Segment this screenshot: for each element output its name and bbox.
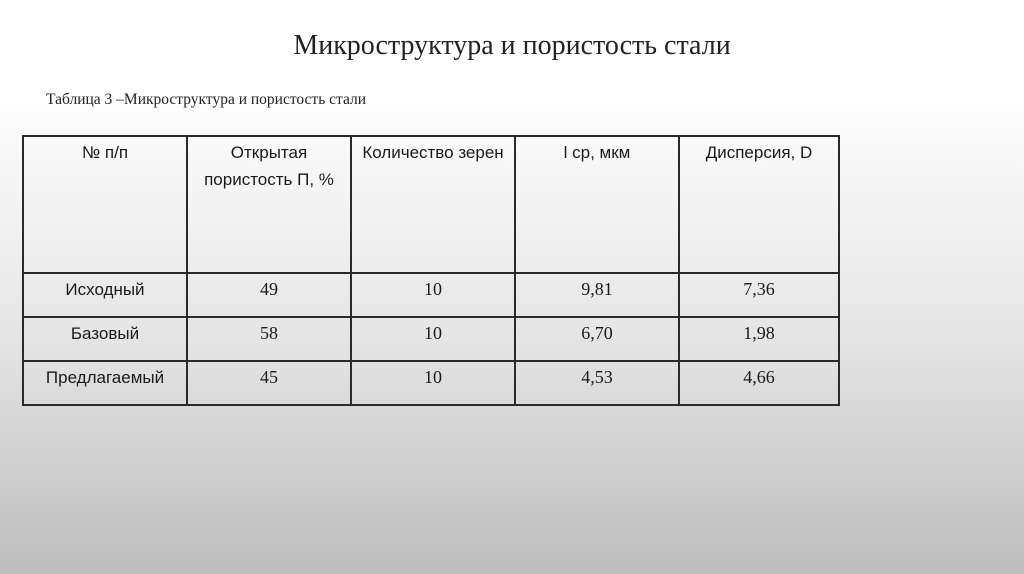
header-cell-mean-size: l ср, мкм — [515, 136, 679, 273]
cell-mean-size: 4,53 — [515, 361, 679, 405]
table-caption: Таблица 3 –Микроструктура и пористость стали — [46, 91, 367, 108]
row-label: Исходный — [23, 273, 187, 317]
table-row — [23, 317, 839, 361]
header-cell-grain-count: Количество зерен — [351, 136, 515, 273]
cell-dispersion: 1,98 — [679, 317, 839, 361]
table-row — [23, 361, 839, 405]
header-cell-dispersion: Дисперсия, D — [679, 136, 839, 273]
table-header-row — [23, 136, 839, 273]
cell-mean-size: 6,70 — [515, 317, 679, 361]
cell-mean-size: 9,81 — [515, 273, 679, 317]
cell-grain-count: 10 — [351, 273, 515, 317]
cell-dispersion: 7,36 — [679, 273, 839, 317]
header-cell-number: № п/п — [23, 136, 187, 273]
row-label: Базовый — [23, 317, 187, 361]
cell-grain-count: 10 — [351, 361, 515, 405]
cell-grain-count: 10 — [351, 317, 515, 361]
table-row — [23, 273, 839, 317]
row-label: Предлагаемый — [23, 361, 187, 405]
cell-open-porosity: 58 — [187, 317, 351, 361]
cell-open-porosity: 49 — [187, 273, 351, 317]
data-table — [22, 135, 840, 406]
cell-open-porosity: 45 — [187, 361, 351, 405]
header-cell-open-porosity: Открытая пористость П, % — [187, 136, 351, 273]
slide-title: Микроструктура и пористость стали — [293, 30, 731, 61]
cell-dispersion: 4,66 — [679, 361, 839, 405]
